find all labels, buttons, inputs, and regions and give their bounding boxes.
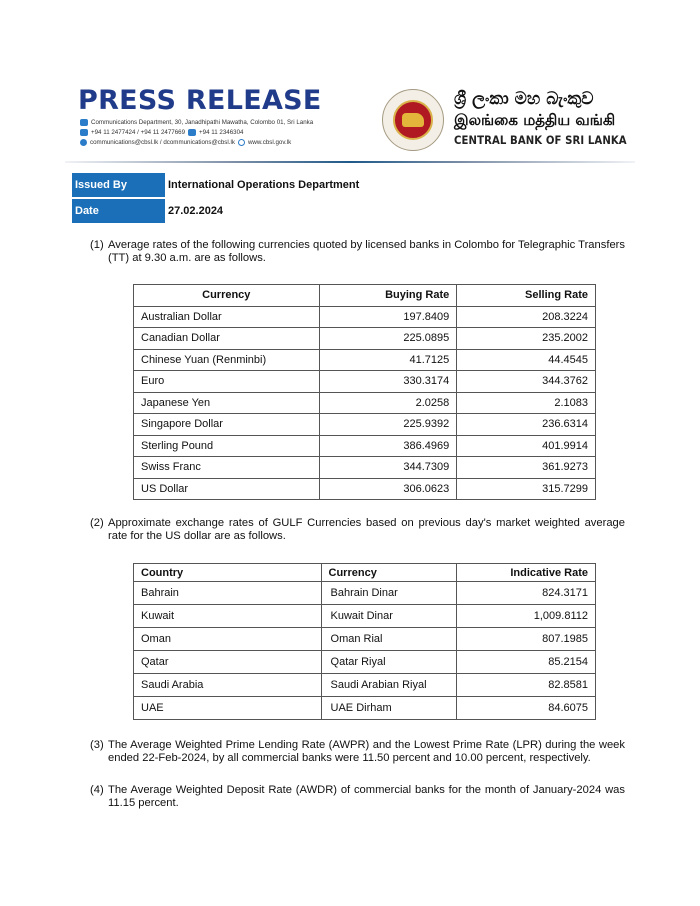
table-row [134,674,596,697]
fax-text: +94 11 2346304 [199,129,244,136]
column-header-selling: Selling Rate [457,285,596,307]
paragraph-number: (2) [90,517,104,529]
buying-rate-cell: 330.3174 [319,371,457,393]
currency-cell: Oman Rial [321,628,457,651]
phone-icon [80,129,88,136]
table-row [134,628,596,651]
selling-rate-cell: 44.4545 [457,349,596,371]
paragraph-text: Average rates of the following currencies quoted by licensed banks in Colombo for Telegraphic Transfers (TT) at 9.30 a.m. are as follows. [108,239,625,264]
country-cell: Saudi Arabia [134,674,322,697]
seal-red-center [393,100,433,140]
table-row [134,478,596,500]
country-cell: Bahrain [134,582,322,605]
paragraph-2 [90,517,625,543]
address-line [80,118,313,127]
table-header-row [134,285,596,307]
table-row [134,392,596,414]
gulf-rates-table [133,563,596,720]
buying-rate-cell: 386.4969 [319,435,457,457]
selling-rate-cell: 344.3762 [457,371,596,393]
paragraph-text: The Average Weighted Prime Lending Rate (AWPR) and the Lowest Prime Rate (LPR) during the week ended 22-Feb-2024, by all commercial banks were 11.50 percent and 10.00 percent, respectively. [108,739,625,764]
tt-rates-table [133,284,596,500]
table-row [134,371,596,393]
address-text: Communications Department, 30, Janadhipathi Mawatha, Colombo 01, Sri Lanka [91,119,314,126]
paragraph-text: Approximate exchange rates of GULF Currencies based on previous day's market weighted average rate for the US dollar are as follows. [108,517,625,542]
currency-cell: Japanese Yen [134,392,320,414]
paragraph-4 [90,784,625,810]
country-cell: Oman [134,628,322,651]
website-link[interactable]: www.cbsl.gov.lk [247,139,292,146]
email-icon [80,139,87,146]
table-row [134,328,596,350]
buying-rate-cell: 344.7309 [319,457,457,479]
fax-icon [188,129,196,136]
issued-by-value: International Operations Department [168,179,360,191]
table-header-row [134,564,596,582]
table-row [134,605,596,628]
release-meta [72,173,359,225]
indicative-rate-cell: 1,009.8112 [457,605,596,628]
indicative-rate-cell: 85.2154 [457,651,596,674]
paragraph-3 [90,739,625,765]
bank-name-sinhala: ශ්‍රී ලංකා මහ බැංකුව [454,89,594,109]
selling-rate-cell: 2.1083 [457,392,596,414]
buying-rate-cell: 225.9392 [319,414,457,436]
currency-cell: Singapore Dollar [134,414,320,436]
phone-line [80,128,244,137]
table-row [134,457,596,479]
country-cell: UAE [134,697,322,720]
currency-cell: Canadian Dollar [134,328,320,350]
selling-rate-cell: 361.9273 [457,457,596,479]
press-release-title: PRESS RELEASE [78,85,322,116]
indicative-rate-cell: 84.6075 [457,697,596,720]
selling-rate-cell: 208.3224 [457,306,596,328]
currency-cell: Bahrain Dinar [321,582,457,605]
currency-cell: Sterling Pound [134,435,320,457]
indicative-rate-cell: 807.1985 [457,628,596,651]
table-row [134,414,596,436]
mail-icon [80,119,88,126]
currency-cell: Kuwait Dinar [321,605,457,628]
central-bank-seal-logo [382,89,444,151]
email-line [80,138,291,147]
bank-name-tamil: இலங்கை மத்திய வங்கி [454,111,616,129]
buying-rate-cell: 225.0895 [319,328,457,350]
header-divider [65,161,635,163]
buying-rate-cell: 2.0258 [319,392,457,414]
column-header-currency: Currency [321,564,457,582]
indicative-rate-cell: 82.8581 [457,674,596,697]
table-row [134,582,596,605]
selling-rate-cell: 235.2002 [457,328,596,350]
currency-cell: UAE Dirham [321,697,457,720]
buying-rate-cell: 306.0623 [319,478,457,500]
paragraph-number: (3) [90,739,104,751]
paragraph-1 [90,239,625,265]
currency-cell: Swiss Franc [134,457,320,479]
buying-rate-cell: 41.7125 [319,349,457,371]
bank-name-english: CENTRAL BANK OF SRI LANKA [454,133,627,147]
table-row [134,349,596,371]
date-row [72,199,359,223]
globe-icon [238,139,245,146]
selling-rate-cell: 315.7299 [457,478,596,500]
column-header-buying: Buying Rate [319,285,457,307]
table-row [134,435,596,457]
buying-rate-cell: 197.8409 [319,306,457,328]
paragraph-number: (1) [90,239,104,251]
letterhead [78,86,638,152]
currency-cell: US Dollar [134,478,320,500]
issued-by-label: Issued By [72,173,165,197]
email-text[interactable]: communications@cbsl.lk / dcommunications@cbsl.lk [90,139,235,146]
column-header-country: Country [134,564,322,582]
column-header-currency: Currency [134,285,320,307]
paragraph-text: The Average Weighted Deposit Rate (AWDR) of commercial banks for the month of January-2024 was 11.15 percent. [108,784,625,809]
table-row [134,697,596,720]
paragraph-number: (4) [90,784,104,796]
country-cell: Qatar [134,651,322,674]
date-value: 27.02.2024 [168,205,224,217]
issued-by-row [72,173,359,197]
country-cell: Kuwait [134,605,322,628]
selling-rate-cell: 236.6314 [457,414,596,436]
date-label: Date [72,199,165,223]
table-row [134,651,596,674]
table-row [134,306,596,328]
currency-cell: Saudi Arabian Riyal [321,674,457,697]
phone-text: +94 11 2477424 / +94 11 2477669 [91,129,186,136]
currency-cell: Chinese Yuan (Renminbi) [134,349,320,371]
currency-cell: Qatar Riyal [321,651,457,674]
currency-cell: Australian Dollar [134,306,320,328]
selling-rate-cell: 401.9914 [457,435,596,457]
lion-emblem-icon [402,113,424,127]
currency-cell: Euro [134,371,320,393]
indicative-rate-cell: 824.3171 [457,582,596,605]
column-header-indicative-rate: Indicative Rate [457,564,596,582]
